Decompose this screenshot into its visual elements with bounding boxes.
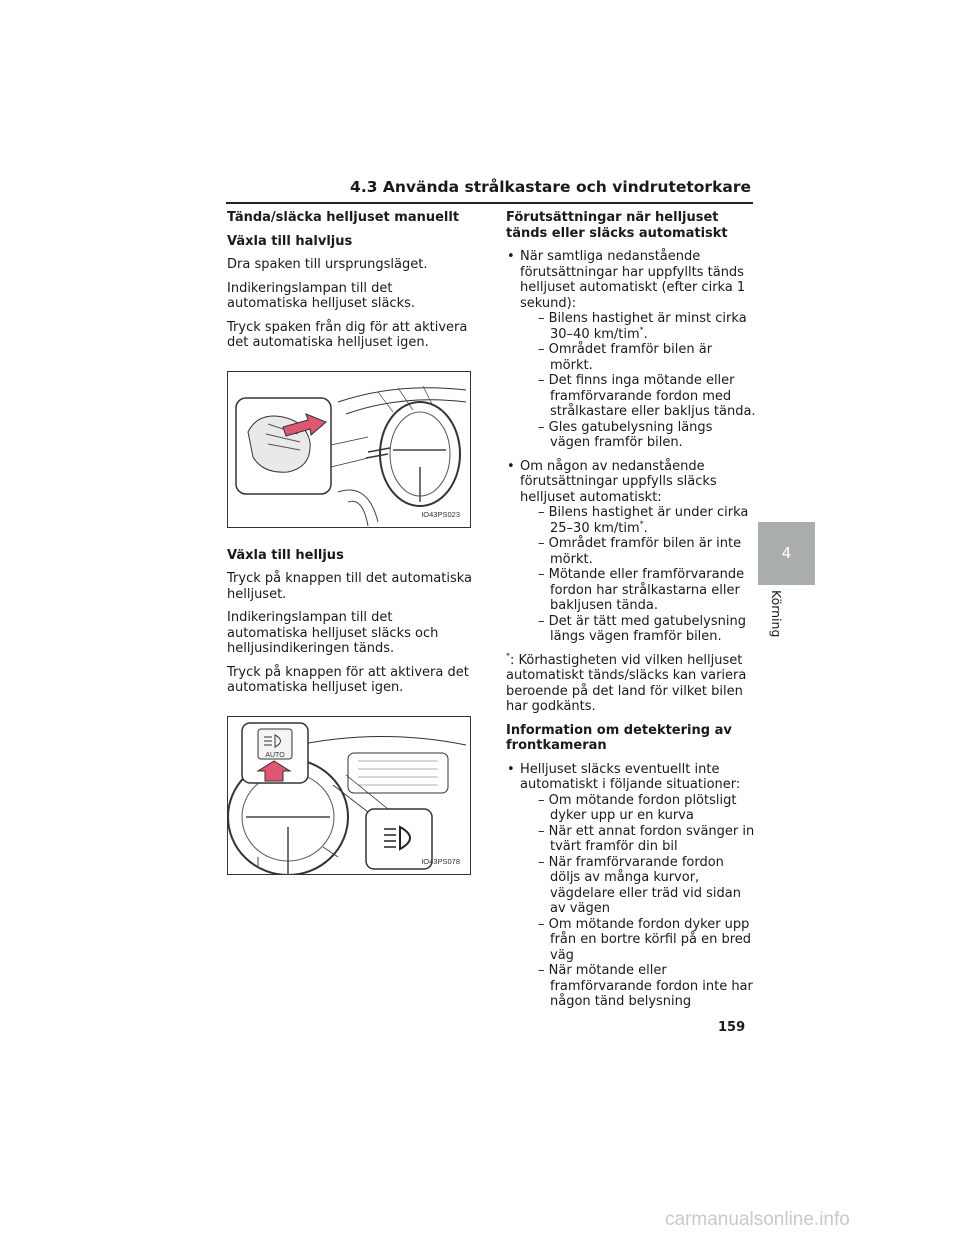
bullet-text: Helljuset släcks eventuellt inte automatiskt i följande situationer: <box>520 761 741 792</box>
sub-item: – Området framför bilen är inte mörkt. <box>538 536 742 567</box>
paragraph: Dra spaken till ursprungsläget. <box>227 257 428 272</box>
left-column <box>227 210 477 895</box>
paragraph: Tryck spaken från dig för att aktivera det automatiska helljuset igen. <box>227 319 468 350</box>
chapter-tab <box>758 522 815 585</box>
bullet-item <box>506 249 756 451</box>
chapter-header <box>226 176 753 204</box>
footnote: *: Körhastigheten vid vilken helljuset automatiskt tänds/släcks kan variera beroende på det land för vilket bilen har godkänts. <box>506 651 747 714</box>
bullet-text: Om någon av nedanstående förutsättningar uppfylls släcks helljuset automatiskt: <box>520 458 717 505</box>
chapter-label-vertical <box>770 590 790 650</box>
watermark: carmanualsonline.info <box>665 1209 850 1230</box>
bullet-mark: • <box>507 761 515 777</box>
sub-item: – När framförvarande fordon döljs av många kurvor, vägdelare eller träd vid sidan av vägen <box>538 854 741 916</box>
chapter-label: Körning <box>769 590 784 638</box>
paragraph: Tryck på knappen för att aktivera det automatiska helljuset igen. <box>227 664 469 695</box>
auto-label: AUTO <box>265 751 285 759</box>
paragraph: Indikeringslampan till det automatiska helljuset släcks och helljusindikeringen tänds. <box>227 610 439 656</box>
sub-item: – Det finns inga mötande eller framförvarande fordon med strålkastare eller bakljus tända. <box>538 373 756 419</box>
sub-item: – Bilens hastighet är under cirka 25–30 km/tim*. <box>538 505 749 536</box>
figure-lever <box>227 371 471 528</box>
sub-item: – Om mötande fordon dyker upp från en bortre körfil på en bred väg <box>538 916 752 963</box>
page-number: 159 <box>718 1020 746 1035</box>
sub-list <box>520 311 756 451</box>
sub-item: – Det är tätt med gatubelysning längs vägen framför bilen. <box>538 613 746 644</box>
sub-item: – När ett annat fordon svänger in tvärt framför din bil <box>538 823 755 854</box>
sub-list <box>520 793 756 1010</box>
sub-list <box>520 505 756 645</box>
paragraph: Indikeringslampan till det automatiska helljuset släcks. <box>227 280 416 311</box>
section-heading: Förutsättningar när helljuset tänds eller släcks automatiskt <box>506 210 728 241</box>
asterisk: * <box>639 325 644 335</box>
subheading-low-beam: Växla till halvljus <box>227 233 353 249</box>
sub-item: – Området framför bilen är mörkt. <box>538 342 713 373</box>
bullet-item <box>506 762 756 1010</box>
sub-item: – Om mötande fordon plötsligt dyker upp ur en kurva <box>538 792 737 823</box>
figure-id: IO43PS023 <box>421 510 460 519</box>
figure-auto-button <box>227 716 471 875</box>
section-heading: Tända/släcka helljuset manuellt <box>227 210 460 225</box>
paragraph: Tryck på knappen till det automatiska helljuset. <box>227 571 473 602</box>
bullet-mark: • <box>507 458 515 474</box>
bullet-text: När samtliga nedanstående förutsättningar har uppfyllts tänds helljuset automatiskt (efter cirka 1 sekund): <box>520 249 746 311</box>
subheading-high-beam: Växla till helljus <box>227 547 344 563</box>
asterisk: * <box>639 519 644 529</box>
lever-illustration <box>228 372 470 527</box>
section-heading: Information om detektering av frontkameran <box>506 722 732 753</box>
right-column <box>506 210 756 1018</box>
sub-item: – Mötande eller framförvarande fordon har strålkastarna eller bakljusen tända. <box>538 567 745 613</box>
asterisk: * <box>506 651 510 661</box>
bullet-mark: • <box>507 249 515 264</box>
sub-item: – Gles gatubelysning längs vägen framför bilen. <box>538 419 713 450</box>
sub-item: – Bilens hastighet är minst cirka 30–40 km/tim*. <box>538 311 747 342</box>
chapter-title: 4.3 Använda strålkastare och vindrutetorkare <box>350 178 751 196</box>
dashboard-illustration <box>228 717 470 874</box>
chapter-number: 4 <box>781 544 792 562</box>
figure-id: IO43PS078 <box>421 857 460 866</box>
bullet-item <box>506 459 756 645</box>
sub-item: – När mötande eller framförvarande fordon inte har någon tänd belysning <box>538 963 753 1009</box>
